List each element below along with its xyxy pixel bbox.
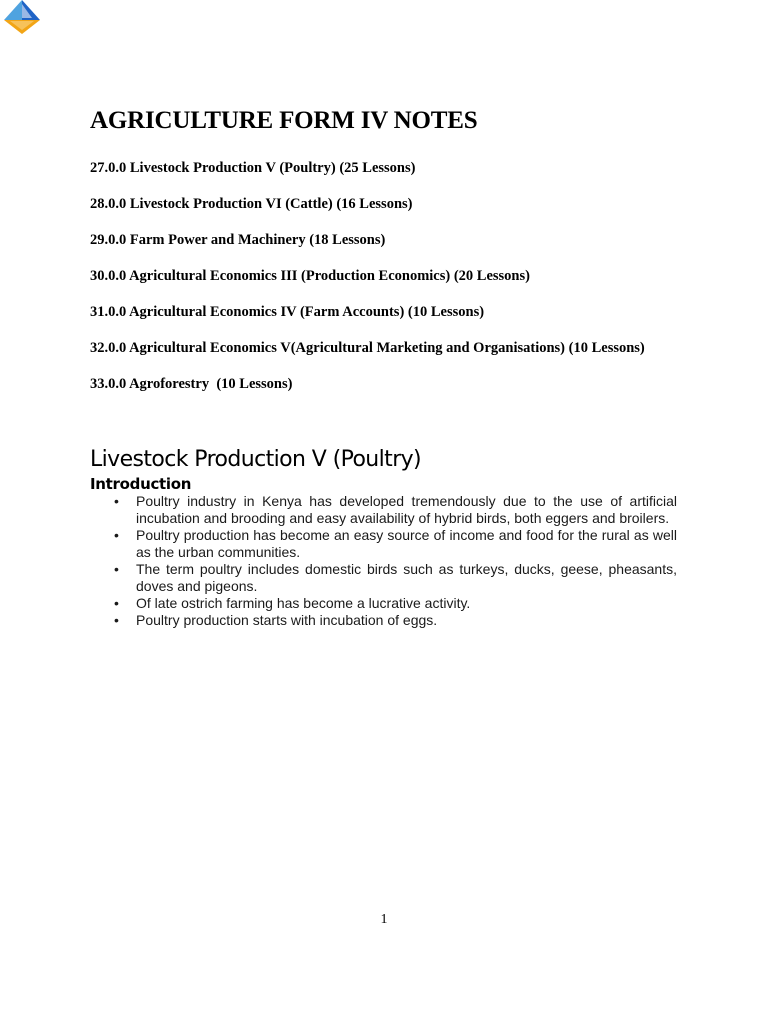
- toc-item: 30.0.0 Agricultural Economics III (Production Economics) (20 Lessons): [90, 268, 530, 284]
- toc-item: 29.0.0 Farm Power and Machinery (18 Lessons): [90, 232, 386, 248]
- list-item: [114, 493, 677, 527]
- bullet-icon: •: [114, 561, 119, 577]
- list-item: [114, 561, 677, 595]
- bullet-icon: •: [114, 595, 119, 611]
- intro-bullet-list: [114, 493, 677, 629]
- bullet-icon: •: [114, 527, 119, 543]
- toc-item: 32.0.0 Agricultural Economics V(Agricultural Marketing and Organisations) (10 Lessons): [90, 340, 645, 356]
- toc-item: 31.0.0 Agricultural Economics IV (Farm Accounts) (10 Lessons): [90, 304, 485, 320]
- document-title: AGRICULTURE FORM IV NOTES: [90, 107, 478, 134]
- diamond-logo-icon: [2, 0, 42, 36]
- toc-item: 27.0.0 Livestock Production V (Poultry) (25 Lessons): [90, 160, 416, 176]
- list-item-text: Poultry production has become an easy source of income and food for the rural as well as the urban communities.: [136, 527, 677, 560]
- list-item: [114, 612, 677, 629]
- bullet-icon: •: [114, 612, 119, 628]
- page-number: 1: [380, 912, 388, 927]
- toc-list: [90, 159, 645, 411]
- bullet-icon: •: [114, 493, 119, 509]
- section-title: Livestock Production V (Poultry): [90, 447, 422, 472]
- toc-item: 28.0.0 Livestock Production VI (Cattle) (16 Lessons): [90, 196, 413, 212]
- toc-item: 33.0.0 Agroforestry (10 Lessons): [90, 376, 293, 392]
- list-item-text: Poultry industry in Kenya has developed tremendously due to the use of artificial incubation and brooding and easy availability of hybrid birds, both eggers and broilers.: [136, 493, 677, 526]
- list-item-text: Poultry production starts with incubation of eggs.: [136, 612, 438, 628]
- subsection-title: Introduction: [90, 475, 192, 493]
- list-item-text: Of late ostrich farming has become a lucrative activity.: [136, 595, 471, 611]
- list-item: [114, 527, 677, 561]
- list-item: [114, 595, 677, 612]
- list-item-text: The term poultry includes domestic birds such as turkeys, ducks, geese, pheasants, doves and pigeons.: [136, 561, 677, 594]
